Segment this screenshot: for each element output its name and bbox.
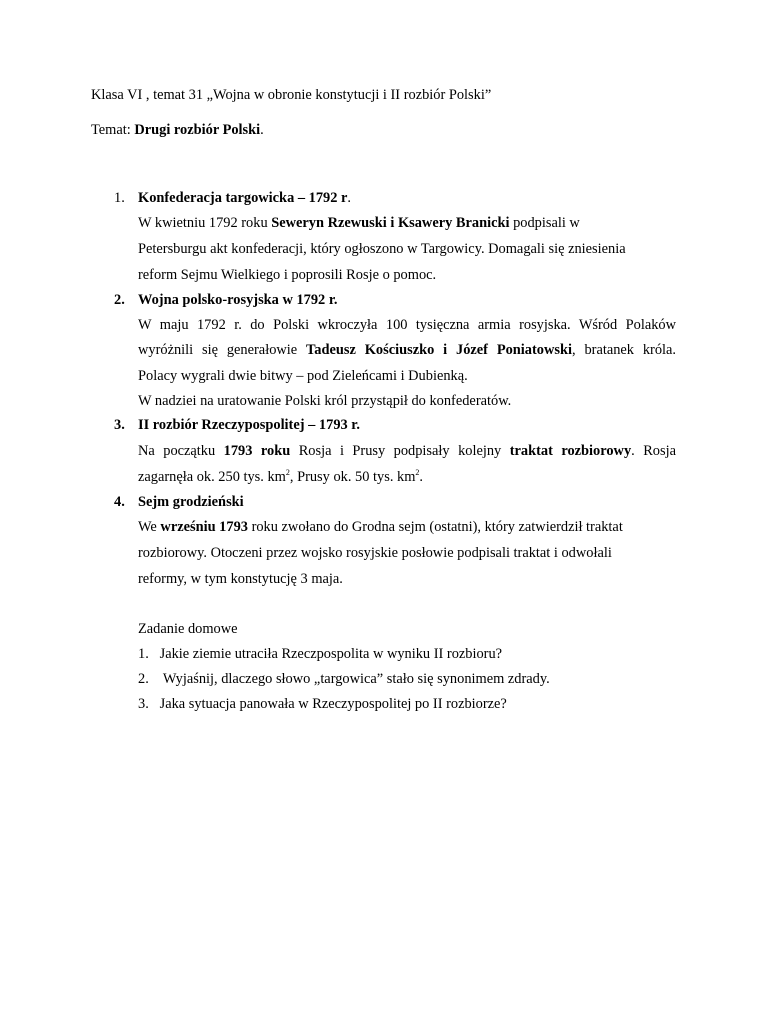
- section-2-title: Wojna polsko-rosyjska w 1792 r.: [138, 292, 338, 308]
- section-2-line-4: W nadziei na uratowanie Polski król przystąpił do konfederatów.: [138, 393, 512, 409]
- temat-label: Temat:: [91, 122, 135, 138]
- section-2-number: 2.: [114, 292, 125, 308]
- section-1-title: [138, 189, 351, 207]
- homework-item: [138, 645, 502, 663]
- section-1-text: W kwietniu 1792 roku: [138, 215, 272, 231]
- homework-item-text: Wyjaśnij, dlaczego słowo „targowica” stało się synonimem zdrady.: [159, 671, 550, 687]
- homework-item-text: Jakie ziemie utraciła Rzeczpospolita w wyniku II rozbioru?: [159, 646, 503, 662]
- section-4-line-2: rozbiorowy. Otoczeni przez wojsko rosyjskie posłowie podpisali traktat i odwołali: [138, 545, 612, 561]
- lesson-title: [91, 121, 264, 139]
- section-2-line-1: W maju 1792 r. do Polski wkroczyła 100 tysięczna armia rosyjska. Wśród Polaków: [138, 317, 676, 333]
- section-1-number: 1.: [114, 190, 125, 206]
- section-1-title-text: Konfederacja targowicka – 1792 r: [138, 190, 348, 206]
- homework-item-text: Jaka sytuacja panowała w Rzeczypospolitej po II rozbiorze?: [159, 696, 507, 712]
- section-3-text: Na początku: [138, 443, 224, 459]
- section-3-line-1: [138, 442, 676, 460]
- section-4-line-3: reformy, w tym konstytucję 3 maja.: [138, 571, 343, 587]
- section-4-date: wrześniu 1793: [160, 519, 248, 535]
- section-2-text: wyróżnili się generałowie: [138, 342, 307, 358]
- section-1-line-1: [138, 214, 580, 232]
- section-2-names: Tadeusz Kościuszko i Józef Poniatowski: [306, 342, 572, 358]
- section-2-line-3: Polacy wygrali dwie bitwy – pod Zieleńcami i Dubienką.: [138, 368, 468, 384]
- section-3-title: II rozbiór Rzeczypospolitej – 1793 r.: [138, 417, 360, 433]
- section-4-line-1: [138, 518, 623, 536]
- class-topic-heading: Klasa VI , temat 31 „Wojna w obronie konstytucji i II rozbiór Polski”: [91, 87, 492, 103]
- homework-item-number: 3.: [138, 696, 149, 712]
- section-1-text: podpisali w: [509, 215, 580, 231]
- section-3-number: 3.: [114, 417, 125, 433]
- homework-item-number: 1.: [138, 646, 149, 662]
- section-1-line-2: Petersburgu akt konfederacji, który ogłoszono w Targowicy. Domagali się zniesienia: [138, 241, 626, 257]
- section-4-text: We: [138, 519, 161, 535]
- superscript-2: 2: [285, 468, 290, 478]
- superscript-2: 2: [415, 468, 420, 478]
- section-1-names: Seweryn Rzewuski i Ksawery Branicki: [271, 215, 510, 231]
- section-3-treaty: traktat rozbiorowy: [509, 443, 632, 459]
- section-3-year: 1793 roku: [223, 443, 291, 459]
- section-2-line-2: [138, 341, 676, 359]
- section-3-text: . Rosja: [631, 443, 676, 459]
- section-3-line-2: [138, 468, 423, 486]
- section-4-title: Sejm grodzieński: [138, 494, 244, 510]
- section-3-text: , Prusy ok. 50 tys. km: [289, 469, 416, 485]
- homework-item-number: 2.: [138, 671, 149, 687]
- section-3-text: .: [419, 469, 424, 485]
- temat-title: Drugi rozbiór Polski: [134, 122, 261, 138]
- section-4-text: roku zwołano do Grodna sejm (ostatni), który zatwierdził traktat: [247, 519, 623, 535]
- section-1-title-end: .: [347, 190, 352, 206]
- section-2-text: , bratanek króla.: [572, 342, 677, 358]
- homework-item: [138, 695, 507, 713]
- section-4-number: 4.: [114, 494, 125, 510]
- section-3-text: zagarnęła ok. 250 tys. km: [138, 469, 286, 485]
- section-3-text: Rosja i Prusy podpisały kolejny: [290, 443, 510, 459]
- section-1-line-3: reform Sejmu Wielkiego i poprosili Rosje o pomoc.: [138, 267, 437, 283]
- homework-title: Zadanie domowe: [138, 621, 238, 637]
- homework-item: [138, 670, 550, 688]
- temat-end: .: [260, 122, 264, 138]
